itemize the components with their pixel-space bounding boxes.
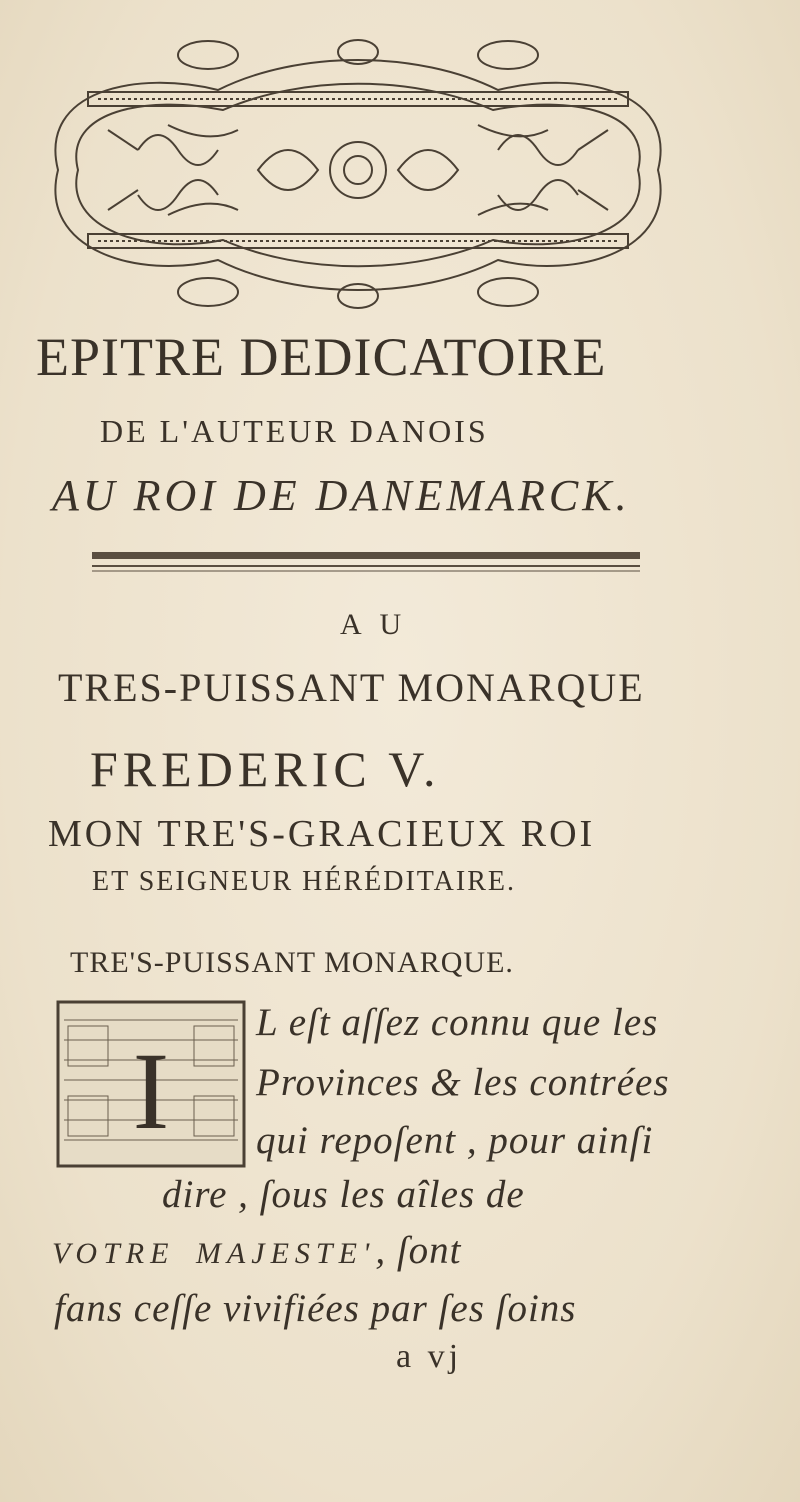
svg-text:I: I bbox=[132, 1030, 170, 1152]
address-king-name: FREDERIC V. bbox=[90, 741, 441, 797]
page-title: EPITRE DEDICATOIRE bbox=[36, 327, 607, 387]
body-line-6: fans ceſſe vivifiées par ſes ſoins bbox=[54, 1287, 577, 1330]
majeste-word: MAJESTE' bbox=[195, 1237, 376, 1270]
body-line-2: Provinces & les contrées bbox=[256, 1061, 670, 1104]
votre-word: VOTRE bbox=[52, 1237, 175, 1270]
ornamental-headpiece bbox=[18, 30, 698, 320]
body-line-1: L eſt aſſez connu que les bbox=[256, 1001, 659, 1044]
subtitle-dedicatee: AU ROI DE DANEMARCK. bbox=[52, 471, 631, 520]
address-hereditary-lord: ET SEIGNEUR HÉRÉDITAIRE. bbox=[92, 866, 516, 897]
ornamental-drop-cap bbox=[56, 1000, 246, 1168]
body-line-3: qui repoſent , pour ainſi bbox=[256, 1119, 654, 1162]
address-au: A U bbox=[340, 608, 408, 641]
subtitle-author: DE L'AUTEUR DANOIS bbox=[100, 413, 489, 449]
address-gracious-king: MON TRE'S-GRACIEUX ROI bbox=[48, 813, 596, 855]
font-word: , ſont bbox=[375, 1229, 462, 1272]
catchword: a vj bbox=[396, 1338, 463, 1375]
decorative-rule bbox=[92, 550, 640, 574]
body-line-5 bbox=[52, 1228, 462, 1273]
address-monarch: TRES-PUISSANT MONARQUE bbox=[58, 665, 645, 710]
salutation: TRE'S-PUISSANT MONARQUE. bbox=[70, 946, 514, 979]
body-line-4: dire , ſous les aîles de bbox=[162, 1173, 525, 1216]
